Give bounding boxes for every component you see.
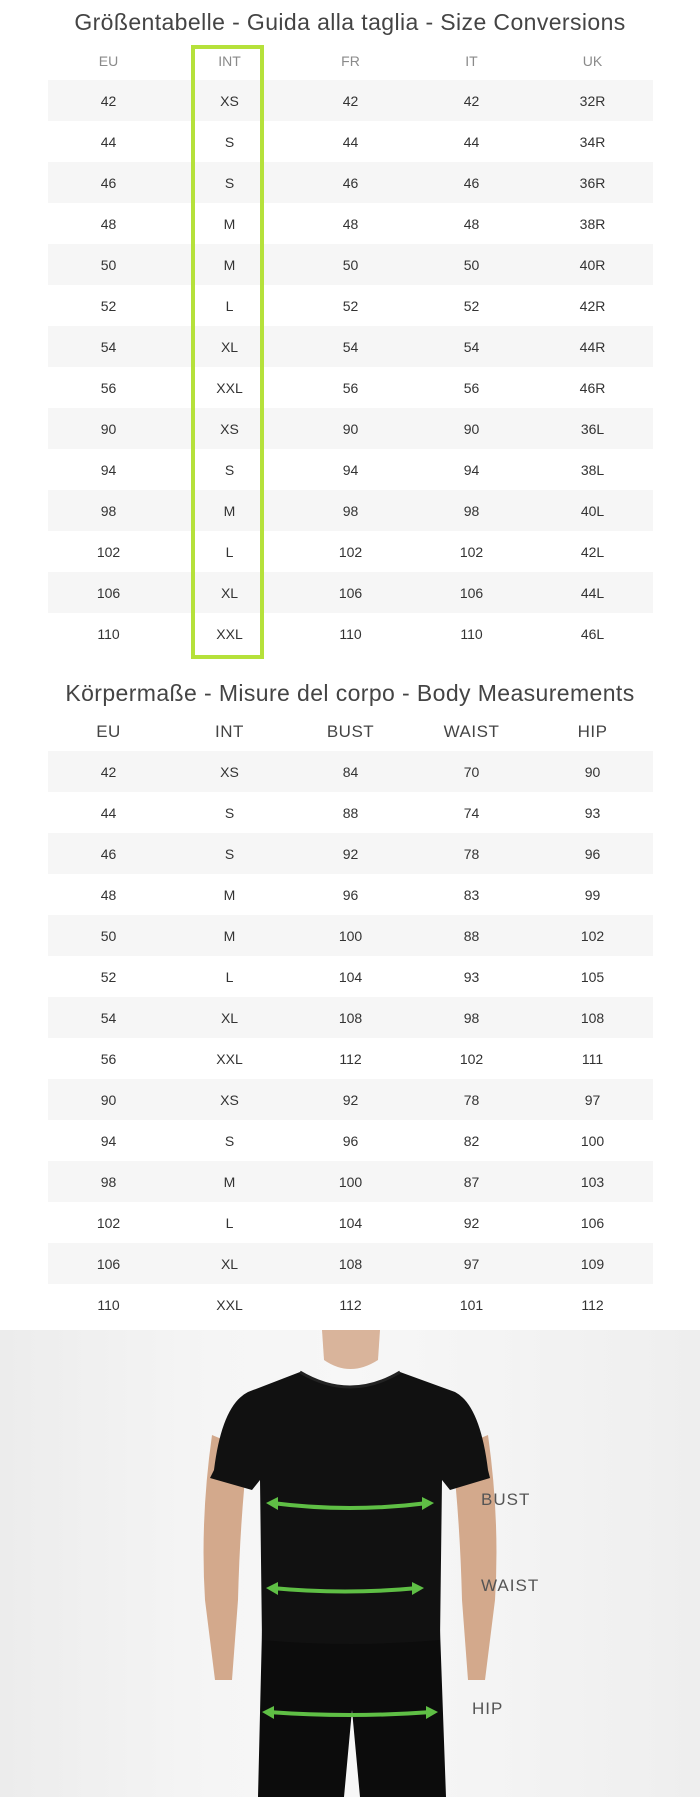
table-cell: 104 [338,1214,363,1231]
table-cell: 92 [342,1091,359,1108]
table-row [48,792,653,833]
table-cell: 100 [338,927,363,944]
table-cell: 94 [463,461,480,478]
table-row [48,956,653,997]
hip-label: HIP [472,1699,504,1718]
table-cell: 100 [338,1173,363,1190]
table-cell: 50 [100,256,117,273]
table-cell: 38L [580,461,605,478]
table-cell: 94 [342,461,359,478]
table-row [48,1161,653,1202]
table-cell: 40R [579,256,606,273]
table-cell: 40L [580,502,605,519]
column-header: EU [98,52,119,69]
table-cell: 56 [100,1050,117,1067]
table-cell: 102 [338,543,363,560]
model-photo [0,1330,700,1797]
table-cell: 102 [459,543,484,560]
table-cell: 78 [463,845,480,862]
table-cell: 36R [579,174,606,191]
table-cell: 54 [100,338,117,355]
column-header: IT [465,52,478,69]
table-cell: 102 [96,543,121,560]
table-cell: S [224,845,235,862]
table-cell: 98 [463,502,480,519]
table-cell: 82 [463,1132,480,1149]
table-cell: 112 [339,1050,362,1067]
table-cell: XS [220,420,239,437]
table-cell: 44 [463,133,480,150]
table-row [48,1120,653,1161]
table-cell: 50 [342,256,359,273]
table-cell: 90 [584,763,601,780]
table-cell: 74 [463,804,480,821]
table-cell: 52 [342,297,359,314]
table-cell: 90 [342,420,359,437]
column-header: EU [96,721,121,741]
table-cell: 48 [100,215,117,232]
table-cell: XL [220,338,239,355]
table-cell: M [223,256,236,273]
table-cell: M [223,927,236,944]
table-cell: 92 [463,1214,480,1231]
waist-label: WAIST [481,1576,540,1595]
table-row [48,572,653,613]
table-cell: 103 [580,1173,605,1190]
table-cell: 98 [100,1173,117,1190]
table-cell: 109 [580,1255,605,1272]
table-cell: 78 [463,1091,480,1108]
table-cell: 90 [463,420,480,437]
table-cell: 110 [460,625,483,642]
table-cell: 108 [338,1255,363,1272]
table-row [48,1284,653,1325]
table-cell: 99 [584,886,601,903]
table-cell: M [223,886,236,903]
table-cell: 42R [579,297,606,314]
table-cell: S [224,804,235,821]
table-cell: S [224,133,235,150]
table-cell: 42 [100,92,117,109]
table-row [48,408,653,449]
table-cell: 34R [579,133,606,150]
table-cell: 46 [100,845,117,862]
size-conversions-title: Größentabelle - Guida alla taglia - Size Conversions [74,9,626,35]
table-cell: 42 [100,763,117,780]
table-row [48,285,653,326]
table-cell: 38R [579,215,606,232]
table-cell: 44 [100,133,117,150]
table-row [48,367,653,408]
column-header: INT [218,52,241,69]
table-cell: 94 [100,1132,117,1149]
table-cell: 102 [459,1050,484,1067]
table-row [48,80,653,121]
table-cell: 42 [342,92,359,109]
table-cell: 92 [342,845,359,862]
table-cell: XL [220,1255,239,1272]
table-cell: 102 [580,927,605,944]
table-cell: 90 [100,1091,117,1108]
table-cell: 110 [97,625,120,642]
table-cell: 52 [463,297,480,314]
table-row [48,751,653,792]
table-cell: 110 [339,625,362,642]
table-cell: 97 [463,1255,480,1272]
table-cell: 96 [584,845,601,862]
table-cell: 46 [342,174,359,191]
table-cell: XL [220,1009,239,1026]
table-cell: 106 [96,1255,121,1272]
table-header-row [48,41,653,80]
table-row [48,531,653,572]
table-header-row [48,712,653,751]
table-cell: S [224,1132,235,1149]
table-cell: 93 [584,804,601,821]
table-cell: L [225,297,234,314]
table-cell: 106 [96,584,121,601]
table-cell: 104 [338,968,363,985]
body-measurements-title: Körpermaße - Misure del corpo - Body Measurements [65,680,635,706]
table-cell: 106 [459,584,484,601]
table-cell: 94 [100,461,117,478]
table-row [48,874,653,915]
table-row [48,162,653,203]
table-cell: XXL [216,379,243,396]
table-cell: 44L [580,584,605,601]
table-cell: 98 [342,502,359,519]
table-row [48,203,653,244]
table-cell: 50 [463,256,480,273]
table-cell: 48 [100,886,117,903]
table-cell: L [225,1214,234,1231]
column-header: WAIST [443,721,500,741]
table-row [48,244,653,285]
table-row [48,915,653,956]
table-cell: 112 [339,1296,362,1313]
table-cell: 97 [584,1091,601,1108]
table-cell: S [224,174,235,191]
table-cell: XXL [216,1050,243,1067]
table-cell: 46 [463,174,480,191]
table-cell: 106 [580,1214,605,1231]
table-cell: 44 [100,804,117,821]
table-cell: 98 [463,1009,480,1026]
table-row [48,1038,653,1079]
table-cell: 84 [342,763,359,780]
table-cell: 96 [342,886,359,903]
table-cell: 50 [100,927,117,944]
table-cell: 54 [100,1009,117,1026]
table-cell: 56 [100,379,117,396]
table-cell: 42 [463,92,480,109]
table-cell: 52 [100,968,117,985]
table-cell: XS [220,92,239,109]
table-cell: 48 [342,215,359,232]
table-row [48,1202,653,1243]
table-cell: M [223,215,236,232]
table-cell: 32R [579,92,606,109]
table-cell: 36L [580,420,605,437]
column-header: BUST [326,721,375,741]
neck-skin [322,1330,380,1369]
table-cell: 46 [100,174,117,191]
bust-label: BUST [481,1490,531,1509]
table-cell: XL [220,584,239,601]
column-header: FR [341,52,360,69]
table-cell: 48 [463,215,480,232]
table-cell: 88 [342,804,359,821]
table-cell: 46R [579,379,606,396]
table-cell: 44 [342,133,359,150]
table-cell: 102 [96,1214,121,1231]
table-cell: 106 [338,584,363,601]
table-cell: 70 [463,763,480,780]
table-cell: 105 [580,968,605,985]
body-measurements-table [48,712,653,1325]
table-cell: 88 [463,927,480,944]
table-cell: 42L [580,543,605,560]
tshirt-figure [0,1330,700,1797]
table-cell: M [223,502,236,519]
table-cell: 93 [463,968,480,985]
table-row [48,490,653,531]
table-row [48,121,653,162]
table-row [48,1243,653,1284]
column-header: INT [215,721,244,741]
table-cell: L [225,968,234,985]
table-row [48,997,653,1038]
table-cell: 56 [463,379,480,396]
table-cell: 110 [97,1296,120,1313]
table-cell: 56 [342,379,359,396]
table-cell: XS [220,763,239,780]
table-row [48,833,653,874]
size-conversion-table [48,41,653,654]
table-cell: XXL [216,1296,243,1313]
table-cell: S [224,461,235,478]
table-cell: 101 [459,1296,484,1313]
table-cell: 108 [338,1009,363,1026]
table-cell: XS [220,1091,239,1108]
column-header: UK [582,52,603,69]
table-cell: M [223,1173,236,1190]
table-cell: 98 [100,502,117,519]
table-cell: 90 [100,420,117,437]
table-cell: 108 [580,1009,605,1026]
table-cell: 44R [579,338,606,355]
table-row [48,326,653,367]
table-row [48,1079,653,1120]
table-cell: 96 [342,1132,359,1149]
table-cell: 100 [580,1132,605,1149]
table-row [48,613,653,654]
table-cell: 46L [580,625,605,642]
table-cell: 52 [100,297,117,314]
table-cell: 112 [581,1296,604,1313]
table-cell: 111 [581,1050,604,1067]
table-cell: 87 [463,1173,480,1190]
table-cell: XXL [216,625,243,642]
column-header: HIP [577,721,608,741]
table-row [48,449,653,490]
table-cell: L [225,543,234,560]
table-cell: 54 [342,338,359,355]
table-cell: 83 [463,886,480,903]
table-cell: 54 [463,338,480,355]
